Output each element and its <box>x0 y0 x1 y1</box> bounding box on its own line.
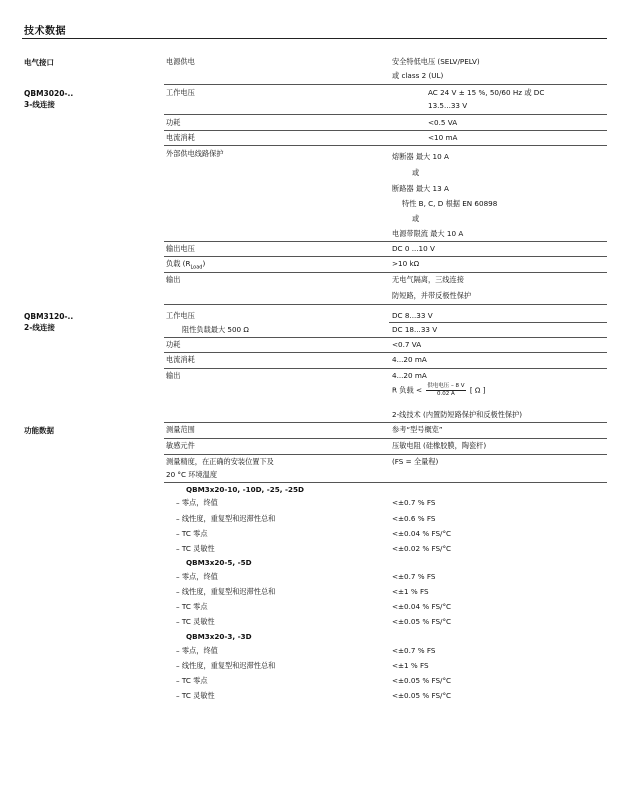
ext-protect-line-3: 断路器 最大 13 A <box>392 184 449 193</box>
group-item-value: <±0.6 % FS <box>392 514 436 523</box>
group-item-value: <±0.05 % FS/°C <box>392 676 452 685</box>
current-value: <10 mA <box>428 133 458 142</box>
power-supply-value-1: 安全特低电压 (SELV/PELV) <box>392 57 480 66</box>
group-item-label: – TC 灵敏性 <box>176 544 215 553</box>
group-item-value: <±0.05 % FS/°C <box>392 617 452 626</box>
row-divider <box>164 256 607 257</box>
output-label: 输出 <box>166 275 181 284</box>
row-divider <box>164 482 607 483</box>
row-divider <box>164 352 607 353</box>
group-item-label: – TC 零点 <box>176 602 208 611</box>
section-qbm3020-wiring: 3-线连接 <box>24 100 55 109</box>
sensor-value: 压敏电阻 (硅橡胶膜，陶瓷杆) <box>392 441 487 450</box>
op-voltage2-value-1: DC 8...33 V <box>392 311 433 320</box>
group-item-label: – TC 灵敏性 <box>176 691 215 700</box>
section-qbm3120-wiring: 2-线连接 <box>24 323 55 332</box>
section-qbm3020-model: QBM3020-.. <box>24 89 74 98</box>
out-voltage-value: DC 0 ...10 V <box>392 244 435 253</box>
ext-protect-line-4: 特性 B, C, D 根据 EN 60898 <box>402 199 498 208</box>
row-divider <box>164 422 607 423</box>
group-item-value: <±1 % FS <box>392 661 429 670</box>
group-item-value: <±0.02 % FS/°C <box>392 544 452 553</box>
page-title: 技术数据 <box>24 26 66 37</box>
group-item-label: – 线性度，重复型和迟滞性总和 <box>176 661 276 670</box>
output-value-1: 无电气隔离，三线连接 <box>392 275 464 284</box>
accuracy-value: (FS = 全量程) <box>392 457 439 466</box>
group-item-value: <±0.7 % FS <box>392 498 436 507</box>
op-voltage2-label-2: 阻性负载最大 500 Ω <box>182 325 249 334</box>
current2-value: 4...20 mA <box>392 355 427 364</box>
load-label: 负载 $(R_{Load})$ <box>166 259 206 271</box>
group-item-value: <±1 % FS <box>392 587 429 596</box>
group-item-value: <±0.7 % FS <box>392 572 436 581</box>
row-divider <box>164 272 607 273</box>
row-divider <box>164 337 607 338</box>
group-item-label: – 线性度，重复型和迟滞性总和 <box>176 514 276 523</box>
group-item-label: – 零点，终值 <box>176 498 218 507</box>
group-item-value: <±0.04 % FS/°C <box>392 602 452 611</box>
ext-protect-line-6: 电源带限流 最大 10 A <box>392 229 464 238</box>
row-divider <box>164 438 607 439</box>
power2-value: <0.7 VA <box>392 340 422 349</box>
load-value: >10 kΩ <box>392 259 420 268</box>
accuracy-label: 测量精度，在正确的安装位置下及 <box>166 457 274 466</box>
ext-protect-label: 外部供电线路保护 <box>166 149 224 158</box>
accuracy-label-2: 20 °C 环境温度 <box>166 470 218 479</box>
ext-protect-line-1: 熔断器 最大 10 A <box>392 152 449 161</box>
row-divider <box>164 304 607 305</box>
group-item-value: <±0.04 % FS/°C <box>392 529 452 538</box>
group-item-value: <±0.7 % FS <box>392 646 436 655</box>
output2-label: 输出 <box>166 371 181 380</box>
row-divider <box>164 84 607 85</box>
output-value-2: 防短路，并带反极性保护 <box>392 291 472 300</box>
range-value: 参考“型号概览” <box>392 425 443 434</box>
group-item-label: – TC 零点 <box>176 529 208 538</box>
output2-value-3: 2-线技术 (内置防短路保护和反极性保护) <box>392 410 523 419</box>
group-heading: QBM3x20-3, -3D <box>186 632 252 641</box>
op-voltage-label: 工作电压 <box>166 88 195 97</box>
title-divider <box>22 38 607 39</box>
power2-label: 功耗 <box>166 340 181 349</box>
power-value: <0.5 VA <box>428 118 458 127</box>
group-item-label: – TC 灵敏性 <box>176 617 215 626</box>
group-heading: QBM3x20-10, -10D, -25, -25D <box>186 485 304 494</box>
formula-fraction: $\frac{\text{供电电压 – 8 V}}{0.02 A}$ <box>427 383 465 397</box>
row-divider <box>164 454 607 455</box>
row-divider <box>164 114 607 115</box>
row-divider <box>389 322 607 323</box>
current-label: 电流消耗 <box>166 133 195 142</box>
section-function: 功能数据 <box>24 426 54 435</box>
group-item-label: – 零点，终值 <box>176 572 218 581</box>
range-label: 测量范围 <box>166 425 195 434</box>
output2-value-1: 4...20 mA <box>392 371 427 380</box>
group-item-label: – TC 零点 <box>176 676 208 685</box>
power-supply-label: 电源供电 <box>166 57 195 66</box>
output2-formula: R 负载 < $\frac{\text{供电电压 – 8 V}}{0.02 A}$ [ Ω ] <box>392 383 486 397</box>
section-electrical: 电气接口 <box>24 58 54 67</box>
sensor-label: 敏感元件 <box>166 441 195 450</box>
ext-protect-line-5: 或 <box>412 214 420 223</box>
current2-label: 电流消耗 <box>166 355 195 364</box>
power-supply-value-2: 或 class 2 (UL) <box>392 71 444 80</box>
row-divider <box>164 145 607 146</box>
op-voltage2-label: 工作电压 <box>166 311 195 320</box>
group-heading: QBM3x20-5, -5D <box>186 558 252 567</box>
row-divider <box>164 368 607 369</box>
ext-protect-line-2: 或 <box>412 168 420 177</box>
group-item-label: – 零点，终值 <box>176 646 218 655</box>
group-item-label: – 线性度，重复型和迟滞性总和 <box>176 587 276 596</box>
op-voltage2-value-2: DC 18...33 V <box>392 325 438 334</box>
row-divider <box>164 241 607 242</box>
op-voltage-value-1: AC 24 V ± 15 %, 50/60 Hz 或 DC <box>428 88 545 97</box>
power-label: 功耗 <box>166 118 181 127</box>
op-voltage-value-2: 13.5...33 V <box>428 101 468 110</box>
out-voltage-label: 输出电压 <box>166 244 195 253</box>
row-divider <box>164 130 607 131</box>
group-item-value: <±0.05 % FS/°C <box>392 691 452 700</box>
section-qbm3120-model: QBM3120-.. <box>24 312 74 321</box>
